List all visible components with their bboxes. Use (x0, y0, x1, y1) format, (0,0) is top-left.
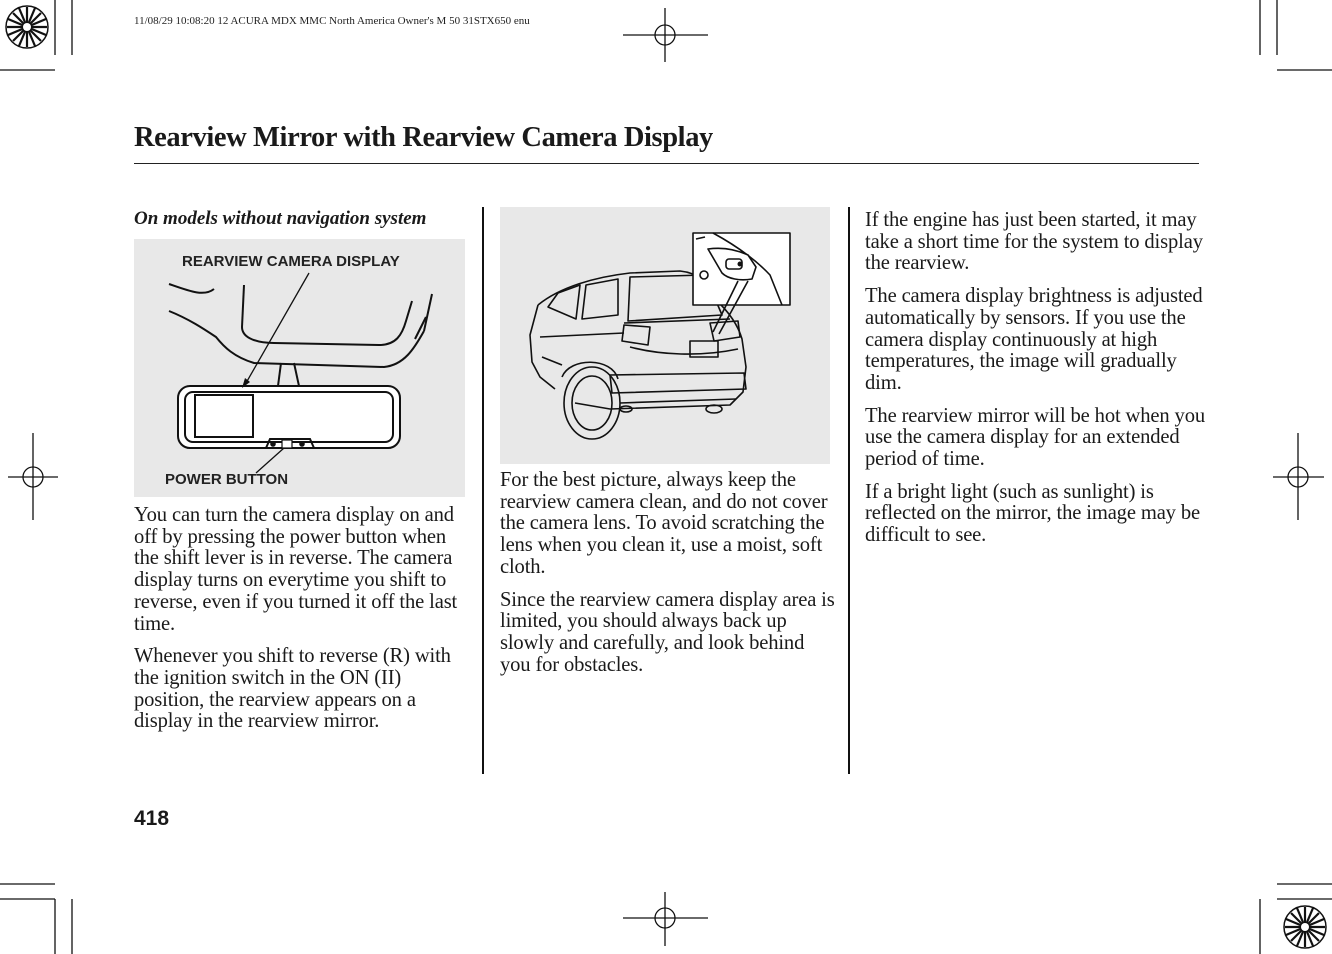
print-meta: 11/08/29 10:08:20 12 ACURA MDX MMC North America Owner's M 50 31STX650 enu (134, 15, 530, 27)
paragraph: For the best picture, always keep the rearview camera clean, and do not cover the camera lens. To avoid scratching the lens when you clean it, use a moist, soft cloth. (500, 469, 828, 578)
paragraph: Since the rearview camera display area is limited, you should always back up slowly and carefully, and look behind you for obstacles. (500, 588, 835, 676)
page-title: Rearview Mirror with Rearview Camera Display (134, 122, 713, 153)
vehicle-rear-illustration (500, 207, 830, 464)
star-target-bottom-right (1284, 906, 1326, 948)
mirror-illustration (134, 239, 465, 497)
title-rule (134, 163, 1199, 164)
column-3-text (865, 210, 1205, 547)
label-rearview-camera-display: REARVIEW CAMERA DISPLAY (182, 253, 400, 270)
column-1-text (134, 505, 474, 733)
vehicle-figure (500, 207, 830, 464)
paragraph: If a bright light (such as sunlight) is reflected on the mirror, the image may be difficult to see. (865, 480, 1200, 547)
paragraph: The camera display brightness is adjusted automatically by sensors. If you use the camera display continuously at high temperatures, the image will gradually dim. (865, 285, 1203, 394)
paragraph: If the engine has just been started, it may take a short time for the system to display the rearview. (865, 209, 1203, 275)
paragraph: Whenever you shift to reverse (R) with the ignition switch in the ON (II) position, the rearview appears on a display in the rearview mirror. (134, 645, 451, 733)
mirror-figure (134, 239, 465, 497)
star-target-top-left (6, 6, 48, 48)
paragraph: You can turn the camera display on and off by pressing the power button when the shift lever is in reverse. The camera display turns on everytime you shift to reverse, even if you turned it off the last time. (134, 504, 458, 635)
column-2-text (500, 470, 835, 676)
label-power-button: POWER BUTTON (165, 471, 289, 488)
column-divider-2 (848, 207, 850, 774)
column-divider-1 (482, 207, 484, 774)
page-number: 418 (134, 807, 170, 830)
figure-caption: On models without navigation system (134, 208, 427, 229)
paragraph: The rearview mirror will be hot when you use the camera display for an extended period of time. (865, 404, 1205, 471)
